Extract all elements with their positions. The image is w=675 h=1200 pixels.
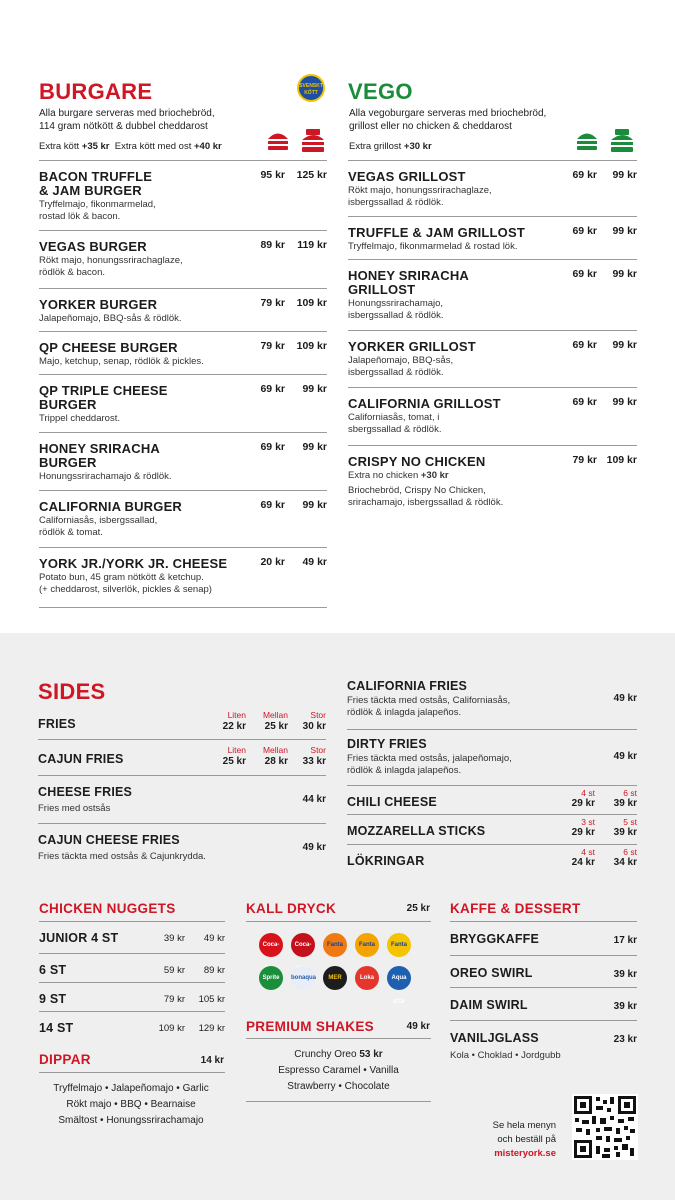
- shakes-price: 49 kr: [406, 1021, 430, 1032]
- desc-line1: Fries täckta med ostsås, jalapeñomajo,: [347, 753, 512, 764]
- dippar-line1: Tryffelmajo • Jalapeñomajo • Garlic: [53, 1083, 209, 1094]
- drink-logo-fanta: Fanta: [387, 933, 411, 957]
- vego-price-single: 69 kr: [572, 268, 597, 280]
- desc-line2: rödlök & bacon.: [39, 267, 106, 278]
- vego-desc: [348, 185, 568, 209]
- burger-name: [39, 341, 249, 355]
- desc-line1: Fries täckta med ostsås, Californiasås,: [347, 695, 511, 706]
- desc-line2: rödlök & tomat.: [39, 527, 103, 538]
- sides-title: SIDES: [38, 679, 106, 704]
- burger-price-double: 49 kr: [302, 556, 327, 568]
- burger-price-single: 69 kr: [260, 499, 285, 511]
- shakes-line2: Espresso Caramel • Vanilla: [278, 1065, 399, 1076]
- size-stor: Stor: [310, 745, 326, 755]
- burger-name-line1: QP TRIPLE CHEESE: [39, 383, 168, 398]
- side-name: CHEESE FRIES: [38, 785, 133, 799]
- vego-name-line1: HONEY SRIRACHA: [348, 268, 470, 283]
- side-cheese-fries: [38, 775, 326, 823]
- dippar-line3: Smältost • Honungssrirachamajo: [58, 1115, 204, 1126]
- kaffe-item[interactable]: [450, 987, 637, 1020]
- desc-line2: isbergssallad & rödlök.: [348, 197, 444, 208]
- footer-url[interactable]: misteryork.se: [494, 1148, 556, 1159]
- extra-kott-label: Extra kött: [39, 141, 80, 152]
- burger-name-line2: BURGER: [39, 397, 97, 412]
- extra-kott-price: +35 kr: [81, 141, 110, 152]
- size-mellan: Mellan: [262, 710, 288, 720]
- desc-line2: Briochebröd, Crispy No Chicken,: [348, 485, 486, 496]
- dippar-price: 14 kr: [200, 1055, 224, 1066]
- nugget-price-meal: 89 kr: [203, 965, 225, 976]
- single-vego-burger-icon: [577, 134, 597, 151]
- vego-name-line1: CALIFORNIA GRILLOST: [348, 396, 501, 411]
- count-large: 6 st: [623, 788, 637, 798]
- vego-name: [348, 340, 558, 354]
- drink-logo-sprite: Sprite: [259, 966, 283, 990]
- desc-line2: rostad lök & bacon.: [39, 211, 121, 222]
- side-price: 49 kr: [302, 842, 326, 853]
- vego-item[interactable]: [348, 160, 637, 216]
- vego-name: [348, 269, 558, 297]
- kaffe-name: VANILJGLASS: [450, 1031, 539, 1045]
- desc-line2: isbergssallad & rödlök.: [348, 367, 444, 378]
- vego-desc: [348, 412, 568, 436]
- burger-item[interactable]: [39, 374, 327, 432]
- desc-line1: Jalapeñomajo, BBQ-sås,: [348, 355, 454, 366]
- drink-logo-loka: Loka: [355, 966, 379, 990]
- price-large: 39 kr: [613, 798, 637, 809]
- nugget-item[interactable]: [39, 921, 225, 951]
- single-burger-icon: [268, 134, 288, 151]
- kaffe-item[interactable]: [450, 1020, 637, 1061]
- vego-price-double: 99 kr: [612, 396, 637, 408]
- count-small: 3 st: [581, 817, 595, 827]
- size-liten: Liten: [227, 710, 246, 720]
- side-desc: [347, 753, 567, 777]
- nugget-price-single: 79 kr: [163, 994, 185, 1005]
- size-stor: Stor: [310, 710, 326, 720]
- shake-oreo-price: 53 kr: [359, 1049, 383, 1060]
- drink-logo-aquador: Aqua d'Or: [387, 966, 411, 990]
- side-price: 44 kr: [302, 794, 326, 805]
- kaffe-price: 39 kr: [613, 969, 637, 980]
- count-small: 4 st: [581, 847, 595, 857]
- side-cajun-fries: [38, 739, 326, 773]
- vego-item[interactable]: [348, 445, 637, 515]
- burger-item[interactable]: [39, 160, 327, 230]
- nugget-name: 9 ST: [39, 992, 67, 1006]
- kall-dryck-divider: [246, 921, 431, 922]
- vego-name: [348, 226, 558, 240]
- desc-line2: sbergssallad & rödlök.: [348, 424, 442, 435]
- burger-name: [39, 384, 249, 412]
- side-desc: Fries täckta med ostsås & Cajunkrydda.: [38, 851, 206, 862]
- side-desc: [347, 695, 567, 719]
- burger-desc: [39, 413, 279, 425]
- shakes-bottom-divider: [246, 1101, 431, 1102]
- side-name: LÖKRINGAR: [347, 854, 425, 868]
- nugget-price-meal: 129 kr: [198, 1023, 225, 1034]
- desc-line2: (+ cheddarost, silverlök, pickles & senap): [39, 584, 212, 595]
- burger-name-line2: BURGER: [39, 455, 97, 470]
- drink-logo-fanta: Fanta: [355, 933, 379, 957]
- kaffe-name: DAIM SWIRL: [450, 998, 528, 1012]
- nugget-item[interactable]: [39, 1011, 225, 1041]
- footer-text: [460, 1119, 556, 1161]
- burger-price-double: 99 kr: [302, 441, 327, 453]
- extra-kott-ost-label: Extra kött med ost: [114, 141, 192, 152]
- burger-price-single: 89 kr: [260, 239, 285, 251]
- burger-name-line1: YORK JR./YORK JR. CHEESE: [39, 556, 228, 571]
- desc-line1: Californiasås, tomat, i: [348, 412, 440, 423]
- count-large: 5 st: [623, 817, 637, 827]
- shakes-line3: Strawberry • Chocolate: [287, 1081, 390, 1092]
- side-name: FRIES: [38, 717, 76, 731]
- kaffe-item[interactable]: [450, 921, 637, 954]
- vego-title: VEGO: [348, 79, 413, 104]
- count-small: 4 st: [581, 788, 595, 798]
- vego-price-single: 69 kr: [572, 396, 597, 408]
- nugget-name: JUNIOR 4 ST: [39, 931, 119, 945]
- vego-price-double: 99 kr: [612, 339, 637, 351]
- price-small: 29 kr: [571, 827, 595, 838]
- size-liten: Liten: [227, 745, 246, 755]
- burger-price-double: 119 kr: [297, 239, 327, 251]
- drink-logo-bonaqua: bonaqua: [291, 966, 315, 990]
- burger-price-single: 95 kr: [260, 169, 285, 181]
- desc-line1: Trippel cheddarost.: [39, 413, 120, 424]
- burgare-intro: [39, 107, 299, 133]
- side-name: CAJUN FRIES: [38, 752, 124, 766]
- dippar-divider: [39, 1072, 225, 1073]
- double-burger-icon: [302, 129, 324, 152]
- burger-name-line1: BACON TRUFFLE: [39, 169, 153, 184]
- burger-price-double: 99 kr: [302, 383, 327, 395]
- side-mozzarella-sticks[interactable]: [347, 814, 637, 844]
- drink-logo-cocacola: Coca-: [259, 933, 283, 957]
- price-large: 34 kr: [613, 857, 637, 868]
- shakes-title: PREMIUM SHAKES: [246, 1019, 374, 1034]
- vego-price-double: 99 kr: [612, 225, 637, 237]
- nugget-price-single: 109 kr: [158, 1023, 185, 1034]
- burger-name: [39, 500, 249, 514]
- burger-name-line2: & JAM BURGER: [39, 183, 142, 198]
- desc-line1: Honungssrirachamajo & rödlök.: [39, 471, 172, 482]
- kaffe-name: OREO SWIRL: [450, 966, 533, 980]
- extra-kott-ost-price: +40 kr: [194, 141, 222, 152]
- footer-line2: och beställ på: [497, 1134, 556, 1145]
- dippar-title: DIPPAR: [39, 1052, 91, 1067]
- vego-name-line1: TRUFFLE & JAM GRILLOST: [348, 225, 525, 240]
- burgare-title: BURGARE: [39, 79, 153, 104]
- price-stor: 30 kr: [302, 721, 326, 732]
- count-large: 6 st: [623, 847, 637, 857]
- drink-logo-cocacola: Coca-: [291, 933, 315, 957]
- shakes-list: [240, 1047, 437, 1095]
- burger-price-double: 109 kr: [296, 340, 327, 352]
- size-mellan: Mellan: [262, 745, 288, 755]
- burger-price-single: 69 kr: [260, 441, 285, 453]
- dippar-line2: Rökt majo • BBQ • Bearnaise: [66, 1099, 196, 1110]
- extra-grillost-price: +30 kr: [403, 141, 432, 152]
- vego-desc: [348, 298, 568, 322]
- desc-line2: rödlök & inlagda jalapeños.: [347, 765, 462, 776]
- vego-price-double: 99 kr: [612, 268, 637, 280]
- kall-dryck-title: KALL DRYCK: [246, 901, 336, 916]
- burger-desc: [39, 255, 279, 279]
- kaffe-price: 23 kr: [613, 1034, 637, 1045]
- vego-desc: [348, 470, 568, 509]
- kaffe-item[interactable]: [450, 955, 637, 988]
- burgare-intro-line2: 114 gram nötkött & dubbel cheddarost: [39, 121, 208, 132]
- desc-line1: Potato bun, 45 gram nötkött & ketchup.: [39, 572, 204, 583]
- burger-name-line1: QP CHEESE BURGER: [39, 340, 178, 355]
- burger-desc: [39, 199, 279, 223]
- desc-line1: Rökt majo, honungssrirachaglaze,: [39, 255, 183, 266]
- burger-desc: [39, 471, 279, 483]
- vego-name: [348, 397, 558, 411]
- desc-line2: rödlök & inlagda jalapeños.: [347, 707, 462, 718]
- side-name: MOZZARELLA STICKS: [347, 824, 486, 838]
- vego-desc: [348, 241, 568, 253]
- burgare-intro-line1: Alla burgare serveras med briochebröd,: [39, 108, 215, 119]
- burger-price-double: 99 kr: [302, 499, 327, 511]
- vego-item[interactable]: [348, 330, 637, 387]
- side-cajun-cheese-fries: [38, 823, 326, 871]
- burger-item[interactable]: [39, 331, 327, 374]
- side-dirty-fries: [347, 729, 637, 785]
- side-name: CHILI CHEESE: [347, 795, 437, 809]
- burger-desc: [39, 313, 279, 325]
- nugget-item[interactable]: [39, 953, 225, 983]
- burger-price-single: 79 kr: [260, 297, 285, 309]
- side-name: DIRTY FRIES: [347, 737, 427, 751]
- burger-desc: [39, 515, 279, 539]
- side-california-fries: [347, 673, 637, 729]
- footer-line1: Se hela menyn: [492, 1120, 556, 1131]
- kall-dryck-price: 25 kr: [406, 903, 430, 914]
- burger-name: [39, 557, 249, 571]
- price-mellan: 25 kr: [264, 721, 288, 732]
- nugget-price-meal: 105 kr: [198, 994, 225, 1005]
- vego-size-icons: [575, 128, 635, 154]
- desc-extra-label: Extra no chicken: [348, 470, 419, 481]
- burger-name-line1: YORKER BURGER: [39, 297, 158, 312]
- desc-line1: Tryffelmajo, fikonmarmelad,: [39, 199, 156, 210]
- vego-item[interactable]: [348, 387, 637, 445]
- vego-item[interactable]: [348, 216, 637, 259]
- burger-price-single: 69 kr: [260, 383, 285, 395]
- badge-text: SVENSKT KÖTT: [299, 83, 323, 96]
- kaffe-title: KAFFE & DESSERT: [450, 901, 581, 916]
- double-vego-burger-icon: [611, 129, 633, 152]
- burger-item[interactable]: [39, 230, 327, 288]
- vego-price-single: 69 kr: [572, 225, 597, 237]
- side-price: 49 kr: [613, 751, 637, 762]
- burger-item[interactable]: [39, 490, 327, 547]
- price-liten: 22 kr: [222, 721, 246, 732]
- vego-name: [348, 170, 558, 184]
- desc-extra-price: +30 kr: [420, 470, 449, 481]
- price-stor: 33 kr: [302, 756, 326, 767]
- desc-line1: Californiasås, isbergssallad,: [39, 515, 158, 526]
- burger-item[interactable]: [39, 547, 327, 607]
- kaffe-desc: Kola • Choklad • Jordgubb: [450, 1050, 561, 1061]
- desc-line1: Majo, ketchup, senap, rödlök & pickles.: [39, 356, 204, 367]
- qr-code-icon[interactable]: [572, 1094, 638, 1160]
- vego-desc: [348, 355, 568, 379]
- drink-logo-mer: MER: [323, 966, 347, 990]
- nugget-name: 14 ST: [39, 1021, 74, 1035]
- vego-intro-line1: Alla vegoburgare serveras med briochebröd,: [349, 108, 547, 119]
- side-chili-cheese[interactable]: [347, 785, 637, 815]
- kaffe-name: BRYGGKAFFE: [450, 932, 540, 946]
- burger-price-double: 109 kr: [296, 297, 327, 309]
- vego-name-line1: VEGAS GRILLOST: [348, 169, 466, 184]
- price-liten: 25 kr: [222, 756, 246, 767]
- burger-item[interactable]: [39, 288, 327, 331]
- side-lokringar[interactable]: [347, 844, 637, 874]
- side-fries: [38, 705, 326, 739]
- burger-price-single: 79 kr: [260, 340, 285, 352]
- desc-line1: Rökt majo, honungssrirachaglaze,: [348, 185, 492, 196]
- burger-name-line1: VEGAS BURGER: [39, 239, 147, 254]
- vego-name: [348, 455, 558, 469]
- burger-price-double: 125 kr: [296, 169, 327, 181]
- kaffe-price: 39 kr: [613, 1001, 637, 1012]
- nugget-price-single: 39 kr: [163, 933, 185, 944]
- nuggets-title: CHICKEN NUGGETS: [39, 901, 176, 916]
- burger-size-icons: [266, 128, 326, 154]
- desc-line3: srirachamajo, isbergssallad & rödlök.: [348, 497, 504, 508]
- desc-line2: isbergssallad & rödlök.: [348, 310, 444, 321]
- sides-drinks-section: [0, 633, 675, 1200]
- kaffe-price: 17 kr: [613, 935, 637, 946]
- price-small: 24 kr: [571, 857, 595, 868]
- desc-line1: [348, 470, 568, 482]
- burger-name: [39, 442, 249, 470]
- vego-name-line2: GRILLOST: [348, 282, 416, 297]
- drink-logo-fanta: Fanta: [323, 933, 347, 957]
- vego-price-double: 109 kr: [606, 454, 637, 466]
- burger-name-line1: HONEY SRIRACHA: [39, 441, 161, 456]
- side-name: CAJUN CHEESE FRIES: [38, 833, 180, 847]
- nugget-price-meal: 49 kr: [203, 933, 225, 944]
- vego-price-double: 99 kr: [612, 169, 637, 181]
- burger-name: [39, 240, 249, 254]
- vego-extra: [349, 141, 432, 152]
- shakes-divider: [246, 1038, 431, 1039]
- svenskt-kott-badge: [297, 74, 325, 102]
- price-mellan: 28 kr: [264, 756, 288, 767]
- side-price: 49 kr: [613, 693, 637, 704]
- burger-price-single: 20 kr: [260, 556, 285, 568]
- vego-price-single: 69 kr: [572, 169, 597, 181]
- desc-line1: Honungssrirachamajo,: [348, 298, 444, 309]
- burgare-bottom-divider: [39, 607, 327, 608]
- vego-intro-line2: grillost eller no chicken & cheddarost: [349, 121, 512, 132]
- vego-name-line1: CRISPY NO CHICKEN: [348, 454, 486, 469]
- price-large: 39 kr: [613, 827, 637, 838]
- price-small: 29 kr: [571, 798, 595, 809]
- vego-price-single: 69 kr: [572, 339, 597, 351]
- vego-price-single: 79 kr: [572, 454, 597, 466]
- dippar-list: [30, 1081, 232, 1129]
- extra-grillost-label: Extra grillost: [349, 141, 402, 152]
- burger-desc: [39, 572, 279, 596]
- burger-item[interactable]: [39, 432, 327, 490]
- side-desc: Fries med ostsås: [38, 803, 111, 814]
- desc-line1: Jalapeñomajo, BBQ-sås & rödlök.: [39, 313, 182, 324]
- desc-line1: Tryffelmajo, fikonmarmelad & rostad lök.: [348, 241, 518, 252]
- side-name: CALIFORNIA FRIES: [347, 679, 468, 693]
- shakes-line1: [240, 1047, 437, 1063]
- burger-name: [39, 170, 249, 198]
- nugget-item[interactable]: [39, 982, 225, 1012]
- burgare-extra: [39, 141, 222, 152]
- nugget-name: 6 ST: [39, 963, 67, 977]
- shake-oreo: Crunchy Oreo: [294, 1049, 357, 1060]
- vego-name-line1: YORKER GRILLOST: [348, 339, 476, 354]
- vego-item[interactable]: [348, 259, 637, 330]
- nugget-price-single: 59 kr: [163, 965, 185, 976]
- burger-desc: [39, 356, 279, 368]
- burger-name-line1: CALIFORNIA BURGER: [39, 499, 183, 514]
- burger-name: [39, 298, 249, 312]
